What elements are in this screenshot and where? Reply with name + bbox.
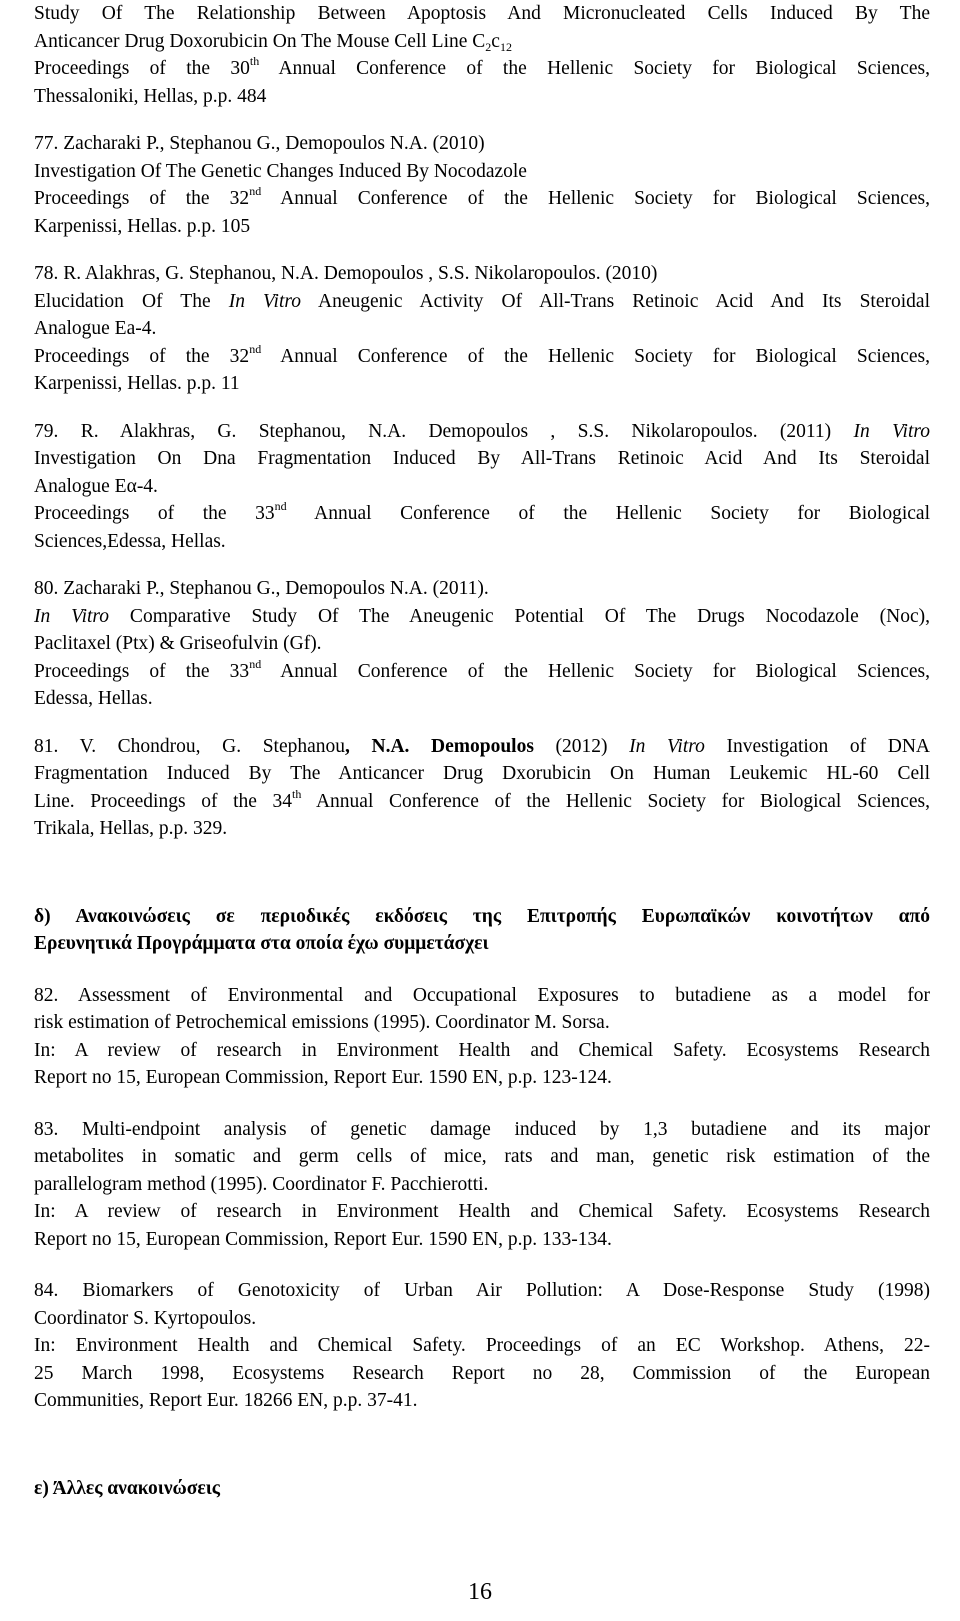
entry-title-line: Investigation On Dna Fragmentation Induced By All-Trans Retinoic Acid And Its Steroidal xyxy=(34,448,930,469)
section-heading-e xyxy=(34,1475,930,1503)
reference-entry-76 xyxy=(34,0,930,110)
entry-proceedings-line: Proceedings of the 33nd Annual Conference of the Hellenic Society for Biological xyxy=(34,499,930,524)
reference-entry-81 xyxy=(34,733,930,843)
entry-proceedings-line: Proceedings of the 33nd Annual Conference of the Hellenic Society for Biological Sciences, xyxy=(34,656,930,682)
reference-entry-84 xyxy=(34,1277,930,1415)
entry-line: 82. Assessment of Environmental and Occupational Exposures to butadiene as a model for xyxy=(34,984,930,1006)
entry-title-line: Paclitaxel (Ptx) & Griseofulvin (Gf). xyxy=(34,633,322,654)
page-number: 16 xyxy=(468,1579,492,1605)
entry-proceedings-line: Proceedings of the 32nd Annual Conference of the Hellenic Society for Biological Sciences, xyxy=(34,341,930,367)
entry-proceedings-line: Sciences,Edessa, Hellas. xyxy=(34,530,226,552)
entry-line: parallelogram method (1995). Coordinator F. Pacchierotti. xyxy=(34,1173,489,1195)
entry-title-line: Elucidation Of The In Vitro Aneugenic Activity Of All-Trans Retinoic Acid And Its Steroidal xyxy=(34,290,930,312)
entry-proceedings-line: Edessa, Hellas. xyxy=(34,688,153,709)
entry-line: Report no 15, European Commission, Report Eur. 1590 EN, p.p. 133-134. xyxy=(34,1228,612,1250)
entry-title-line: Anticancer Drug Doxorubicin On The Mouse Cell Line $C_2c_{12}$ xyxy=(34,30,512,54)
section-heading-line: δ) Ανακοινώσεις σε περιοδικές εκδόσεις της Επιτροπής Ευρωπαϊκών κοινοτήτων από xyxy=(34,905,930,927)
entry-authors: 81. V. Chondrou, G. Stephanou, N.A. Demopoulos (2012) In Vitro Investigation of DNA xyxy=(34,735,930,757)
entry-authors: 79. R. Alakhras, G. Stephanou, N.A. Demopoulos , S.S. Nikolaropoulos. (2011) In Vitro xyxy=(34,420,930,442)
entry-line: metabolites in somatic and germ cells of mice, rats and man, genetic risk estimation of the xyxy=(34,1146,930,1167)
entry-title-line: Analogue Eα-4. xyxy=(34,475,158,497)
entry-line: Communities, Report Eur. 18266 EN, p.p. 37-41. xyxy=(34,1390,418,1411)
entry-title-line: In Vitro Comparative Study Of The Aneugenic Potential Of The Drugs Nocodazole (Noc), xyxy=(34,605,930,627)
entry-line: In: Environment Health and Chemical Safety. Proceedings of an EC Workshop. Athens, 22- xyxy=(34,1335,930,1356)
entry-line: risk estimation of Petrochemical emissions (1995). Coordinator M. Sorsa. xyxy=(34,1012,610,1033)
entry-title-line: Study Of The Relationship Between Apoptosis And Micronucleated Cells Induced By The xyxy=(34,3,930,24)
entry-proceedings-line: Line. Proceedings of the 34th Annual Conference of the Hellenic Society for Biological Sciences, xyxy=(34,786,930,812)
section-heading-d xyxy=(34,903,930,958)
reference-entry-82 xyxy=(34,982,930,1092)
entry-title: Investigation Of The Genetic Changes Induced By Nocodazole xyxy=(34,160,527,182)
entry-line: Coordinator S. Kyrtopoulos. xyxy=(34,1307,257,1329)
section-heading-line: Ερευνητικά Προγράμματα στα οποία έχω συμμετάσχει xyxy=(34,933,489,954)
entry-proceedings-line: Trikala, Hellas, p.p. 329. xyxy=(34,818,228,839)
entry-authors: 78. R. Alakhras, G. Stephanou, N.A. Demopoulos , S.S. Nikolaropoulos. (2010) xyxy=(34,263,658,284)
entry-line: 83. Multi-endpoint analysis of genetic damage induced by 1,3 butadiene and its major xyxy=(34,1118,930,1140)
entry-title-line: Fragmentation Induced By The Anticancer Drug Dxorubicin On Human Leukemic HL-60 Cell xyxy=(34,763,930,784)
entry-authors: 80. Zacharaki P., Stephanou G., Demopoulos N.A. (2011). xyxy=(34,578,489,599)
document-page xyxy=(34,0,930,1502)
entry-authors: 77. Zacharaki P., Stephanou G., Demopoulos N.A. (2010) xyxy=(34,133,485,154)
section-heading-line: ε) Άλλες ανακοινώσεις xyxy=(34,1477,221,1499)
entry-proceedings-line: Thessaloniki, Hellas, p.p. 484 xyxy=(34,85,267,107)
entry-line: 25 March 1998, Ecosystems Research Report no 28, Commission of the European xyxy=(34,1362,930,1384)
entry-line: Report no 15, European Commission, Report Eur. 1590 EN, p.p. 123-124. xyxy=(34,1067,612,1088)
entry-title-line: Analogue Ea-4. xyxy=(34,318,157,339)
entry-proceedings-line: Karpenissi, Hellas. p.p. 105 xyxy=(34,215,251,237)
reference-entry-83 xyxy=(34,1116,930,1254)
entry-proceedings-line: Proceedings of the 30th Annual Conference of the Hellenic Society for Biological Sciences, xyxy=(34,54,930,79)
reference-entry-79 xyxy=(34,418,930,556)
entry-proceedings-line: Karpenissi, Hellas. p.p. 11 xyxy=(34,373,240,394)
reference-entry-77 xyxy=(34,130,930,240)
entry-line: 84. Biomarkers of Genotoxicity of Urban Air Pollution: A Dose-Response Study (1998) xyxy=(34,1280,930,1301)
entry-line: In: A review of research in Environment Health and Chemical Safety. Ecosystems Research xyxy=(34,1201,930,1222)
reference-entry-80 xyxy=(34,575,930,713)
entry-proceedings-line: Proceedings of the 32nd Annual Conference of the Hellenic Society for Biological Sciences, xyxy=(34,184,930,209)
entry-line: In: A review of research in Environment Health and Chemical Safety. Ecosystems Research xyxy=(34,1039,930,1061)
reference-entry-78 xyxy=(34,260,930,398)
